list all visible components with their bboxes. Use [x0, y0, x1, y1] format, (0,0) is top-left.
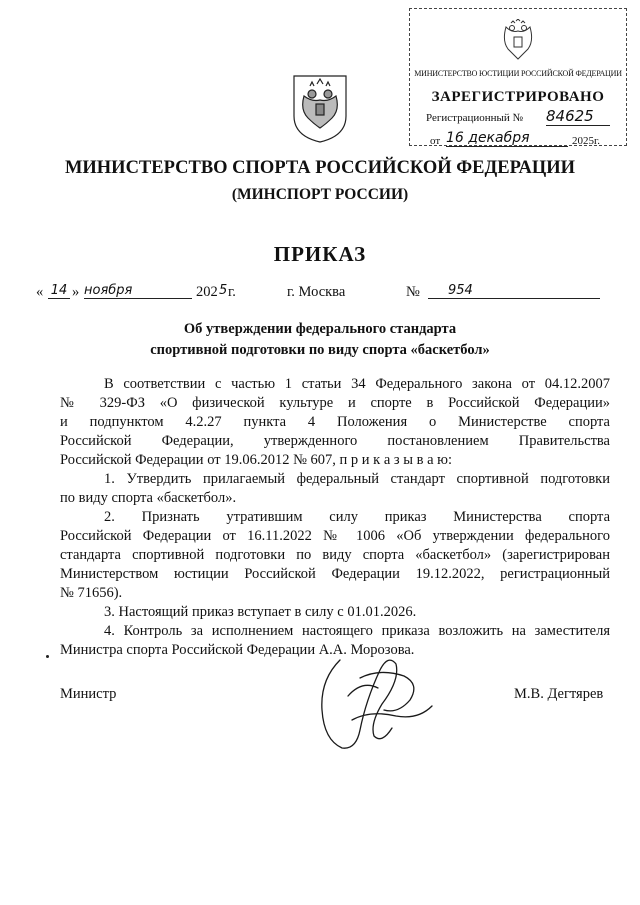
- handwritten-signature: [300, 640, 450, 760]
- body-line: № 71656).: [60, 585, 123, 601]
- stamp-reg-label: Регистрационный №: [426, 112, 524, 124]
- stamp-date-year: 2025г.: [572, 135, 601, 147]
- margin-dot: [46, 655, 49, 658]
- order-year-digit: 5: [219, 283, 228, 298]
- body-line: 3. Настоящий приказ вступает в силу с 01.01.2026.: [104, 604, 417, 620]
- stamp-reg-number: 84625: [546, 107, 610, 126]
- order-year-suffix: г.: [228, 284, 236, 300]
- body-line: Российской Федерации, утвержденного постановлением Правительства: [60, 433, 610, 449]
- quote-close: »: [72, 284, 80, 300]
- registration-stamp: [409, 8, 627, 146]
- order-year-prefix: 202: [196, 284, 218, 300]
- body-line: № 329-ФЗ «О физической культуре и спорте в Российской Федерации»: [60, 395, 610, 411]
- body-line: Министра спорта Российской Федерации А.А. Морозова.: [60, 642, 415, 658]
- body-line: 4. Контроль за исполнением настоящего приказа возложить на заместителя: [104, 623, 610, 639]
- stamp-organization: МИНИСТЕРСТВО ЮСТИЦИИ РОССИЙСКОЙ ФЕДЕРАЦИИ: [414, 69, 622, 78]
- body-line: 1. Утвердить прилагаемый федеральный стандарт спортивной подготовки: [104, 471, 610, 487]
- signature-role: Министр: [60, 686, 117, 702]
- body-line: Российской Федерации от 19.06.2012 № 607, п р и к а з ы в а ю:: [60, 452, 453, 468]
- body-line: В соответствии с частью 1 статьи 34 Федерального закона от 04.12.2007: [104, 376, 610, 392]
- body-line: Министерством юстиции Российской Федерации 19.12.2022, регистрационный: [60, 566, 610, 582]
- body-line: и подпунктом 4.2.27 пункта 4 Положения о Министерстве спорта: [60, 414, 610, 430]
- order-month: ноября: [84, 283, 192, 299]
- ministry-name: МИНИСТЕРСТВО СПОРТА РОССИЙСКОЙ ФЕДЕРАЦИИ: [64, 158, 576, 178]
- order-title-line1: Об утверждении федерального стандарта: [183, 321, 457, 337]
- order-day: 14: [48, 283, 70, 299]
- order-title-line2: спортивной подготовки по виду спорта «баскетбол»: [150, 342, 490, 358]
- eagle-emblem-icon: [498, 19, 538, 65]
- signature-name: М.В. Дегтярев: [514, 686, 604, 702]
- body-line: по виду спорта «баскетбол».: [60, 490, 237, 506]
- stamp-status: ЗАРЕГИСТРИРОВАНО: [431, 89, 605, 105]
- document-type: ПРИКАЗ: [273, 242, 367, 266]
- quote-open: «: [36, 284, 44, 300]
- coat-of-arms-icon: [290, 72, 350, 144]
- order-number: 954: [428, 283, 600, 299]
- ministry-short-name: (МИНСПОРТ РОССИИ): [231, 186, 409, 203]
- stamp-date: 16 декабря: [446, 130, 568, 147]
- body-line: стандарта спортивной подготовки по виду спорта «баскетбол» (зарегистрирован: [60, 547, 610, 563]
- body-line: Российской Федерации от 16.11.2022 № 1006 «Об утверждении федерального: [60, 528, 610, 544]
- order-number-label: №: [406, 284, 420, 300]
- order-city: г. Москва: [287, 284, 346, 300]
- body-line: 2. Признать утратившим силу приказ Министерства спорта: [104, 509, 610, 525]
- stamp-date-prefix: от: [430, 135, 441, 147]
